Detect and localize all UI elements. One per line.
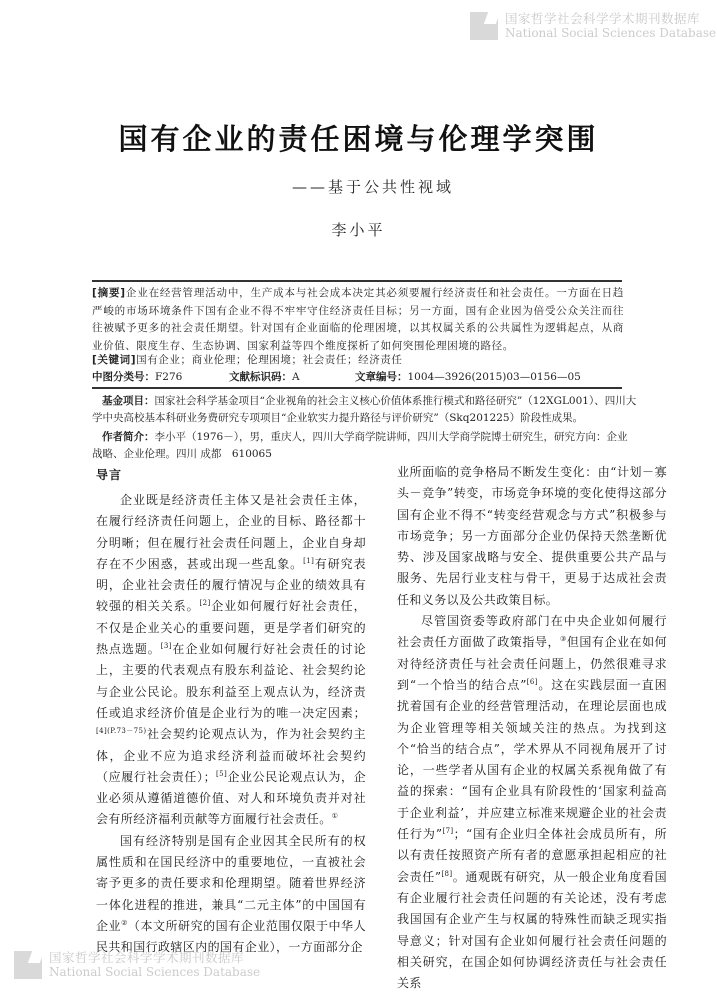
body-column-left (96, 490, 366, 959)
author-info-text: 李小平（1976－），男，重庆人，四川大学商学院讲师，四川大学商学院博士研究生，研究方向：企业战略、企业伦理。四川 成都 610065 (92, 431, 628, 460)
paragraph-text: ；“国有企业归全体社会成员所有，所以有责任按照资产所有者的意愿承担起相应的社会责任” (397, 827, 667, 884)
paragraph-text: （本文所研究的国有企业范围仅限于中华人民共和国行政辖区内的国有企业），一方面部分企 (96, 918, 366, 955)
paragraph-text: 。这在实践层面一直困扰着国有企业的经营管理活动，在理论层面也成为企业管理等相关领域关注的热点。为找到这个“恰当的结合点”，学术界从不同视角展开了讨论，一些学者从国有企业的权属关系视角做了有益的探索：“国有企业具有阶段性的‘国家利益高于企业利益’，并应建立标准来规避企业的社会责任行为” (397, 677, 667, 842)
author-info (92, 429, 637, 463)
paragraph-text: 业所面临的竞争格局不断发生变化：由“计划－寡头－竞争”转变，市场竞争环境的变化使得这部分国有企业不得不“转变经营观念与方式”积极参与市场竞争；另一方面部分企业仍保持天然垄断优势、涉及国家战略与安全、提供重要公共产品与服务、先居行业支柱与骨干，更易于达成社会责任和义务以及公共政策目标。 (397, 465, 667, 607)
citation-marker: [3] (160, 642, 172, 651)
paragraph-text: 社会契约论观点认为，作为社会契约主体，企业不应为追求经济利益而破坏社会契约（应履行社会责任）； (96, 727, 366, 784)
citation-marker: [6] (526, 677, 538, 686)
article-subtitle: ——基于公共性视域 (292, 178, 455, 196)
citation-marker: [8] (441, 869, 453, 878)
citation-marker: [7] (442, 827, 454, 836)
body-paragraph (397, 462, 667, 611)
paragraph-text: 有研究表明，企业社会责任的履行情况与企业的绩效具有较强的相关关系。 (96, 556, 366, 614)
database-watermark-bottom (14, 951, 260, 979)
paragraph-text: 尽管国资委等政府部门在中央企业如何履行社会责任方面做了政策指导， (397, 614, 667, 650)
paragraph-text: 国有经济特别是国有企业因其全民所有的权属性质和在国民经济中的重要地位，一直被社会寄予更多的责任要求和伦理期望。随着世界经济一体化进程的推进，兼具“二元主体”的中国国有企业 (96, 833, 366, 933)
citation-marker: [4](P.73－75) (96, 727, 147, 736)
database-logo-icon (470, 12, 498, 40)
citation-marker: [2] (199, 599, 211, 608)
paragraph-text: 但国有企业在如何对待经济责任与社会责任问题上，仍然很难寻求到“一个恰当的结合点” (397, 635, 668, 692)
article-author: 李小平 (331, 221, 386, 239)
citation-marker: [5] (216, 769, 228, 778)
section-heading-introduction: 导言 (96, 468, 123, 482)
paragraph-text: 企业如何履行好社会责任，不仅是企业关心的重要问题，更是学者们研究的热点选题。 (96, 599, 366, 657)
database-logo-icon (14, 951, 42, 979)
body-column-right (397, 462, 667, 994)
body-paragraph (96, 490, 366, 831)
abstract-text: 企业在经营管理活动中，生产成本与社会成本决定其必须要履行经济责任和社会责任。一方面在日趋严峻的市场环境条件下国有企业不得不牢牢守住经济责任目标；另一方面，国有企业因为倍受公众关注而往往被赋予更多的社会责任期望。针对国有企业面临的伦理困境，以其权属关系的公共属性为逻辑起点，从商业价值、限度生存、生态协调、国家利益等四个维度探析了如何突围伦理困境的路径。 (92, 287, 625, 352)
paragraph-text: 在企业如何履行好社会责任的讨论上，主要的代表观点有股东利益论、社会契约论与企业公民论。股东利益至上观点认为，经济责任或追求经济价值是企业行为的唯一决定因素； (96, 642, 366, 720)
keywords-label: [关键词] (92, 354, 137, 366)
body-paragraph (96, 831, 366, 959)
watermark-en: National Social Sciences Database (49, 965, 261, 979)
body-paragraph (397, 611, 667, 994)
abstract-label: [摘要] (92, 287, 126, 299)
clc-number: 中图分类号：F276 (92, 371, 183, 383)
abstract-top-rule (92, 280, 622, 282)
keywords (92, 352, 403, 367)
article-number: 文章编号：1004—3926(2015)03—0156—05 (355, 371, 581, 383)
funding-note (92, 393, 637, 427)
paragraph-text: 企业公民论观点认为，企业必须从遵循道德价值、对人和环境负责并对社会有所经济福利贡献等方面履行社会责任。 (96, 769, 366, 827)
database-watermark-top (470, 12, 716, 40)
funding-label: 基金项目： (102, 395, 155, 407)
abstract-bottom-rule (92, 387, 622, 389)
paragraph-text: 企业既是经济责任主体又是社会责任主体，在履行经济责任问题上，企业的目标、路径都十分明晰；但在履行社会责任问题上，企业自身却存在不少困惑，甚或出现一些乱象。 (96, 493, 366, 571)
citation-marker: ① (331, 812, 339, 821)
citation-marker: ② (121, 918, 128, 927)
watermark-cn: 国家哲学社会科学学术期刊数据库 (49, 950, 245, 965)
abstract (92, 285, 624, 355)
citation-marker: ③ (560, 635, 567, 644)
funding-text: 国家社会科学基金项目“企业视角的社会主义核心价值体系推行模式和路径研究”（12XGL001）、四川大学中央高校基本科研业务费研究专项项目“企业软实力提升路径与评价研究”（Skq201225）阶段性成果。 (92, 395, 637, 424)
document-code: 文献标识码：A (229, 371, 300, 383)
article-title: 国有企业的责任困境与伦理学突围 (118, 122, 599, 156)
watermark-cn: 国家哲学社会科学学术期刊数据库 (505, 11, 701, 26)
keywords-text: 国有企业；商业伦理；伦理困境；社会责任；经济责任 (136, 354, 403, 366)
citation-marker: [1] (303, 556, 315, 565)
paragraph-text: 。通观既有研究，从一般企业角度看国有企业履行社会责任问题的有关论述，没有考虑我国国有企业产生与权属的特殊性而缺乏现实指导意义；针对国有企业如何履行社会责任问题的相关研究，在国企如何协调经济责任与社会责任关系 (397, 869, 667, 991)
author-info-label: 作者简介： (102, 431, 155, 443)
watermark-en: National Social Sciences Database (505, 26, 717, 40)
